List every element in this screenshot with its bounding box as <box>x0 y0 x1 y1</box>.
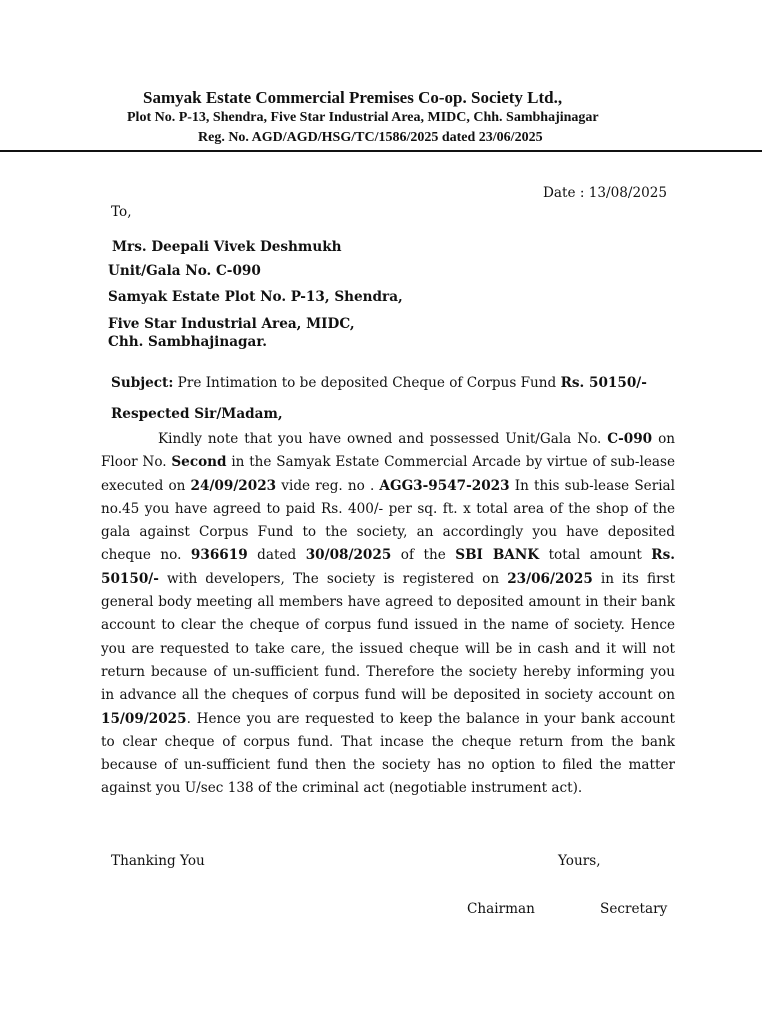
chairman-signatory: Chairman <box>467 901 535 917</box>
subject-amount: Rs. 50150/- <box>560 375 647 391</box>
body-text: in the Samyak Estate Commercial Arcade by virtue of sub-lease executed on <box>101 454 675 494</box>
letter-date: Date : 13/08/2025 <box>543 185 668 201</box>
body-text: In this sub-lease Serial no.45 you have agreed to paid Rs. 400/- per sq. ft. x total area of the shop of the gala against Corpus Fund to the society, an accordingly you have deposited cheque no. <box>101 477 675 564</box>
yours: Yours, <box>558 853 601 869</box>
letter-body <box>101 428 675 801</box>
body-cheque-number: 936619 <box>190 547 248 564</box>
subject-text: Pre Intimation to be deposited Cheque of Corpus Fund <box>173 375 561 391</box>
body-unit-number: C-090 <box>607 431 653 447</box>
thanking-you: Thanking You <box>111 853 205 869</box>
registration-number: Reg. No. AGD/AGD/HSG/TC/1586/2025 dated 23/06/2025 <box>198 130 543 145</box>
body-text: on Floor No. <box>101 431 676 471</box>
body-deposit-date: 15/09/2025 <box>101 710 187 727</box>
body-text: of the <box>391 547 456 564</box>
recipient-address-line-3: Chh. Sambhajinagar. <box>108 334 267 350</box>
society-address: Plot No. P-13, Shendra, Five Star Industrial Area, MIDC, Chh. Sambhajinagar <box>127 110 599 125</box>
body-text: total amount <box>539 547 652 564</box>
body-amount: Rs. 50150/- <box>101 547 675 587</box>
society-name: Samyak Estate Commercial Premises Co-op. Society Ltd., <box>143 88 563 107</box>
body-floor: Second <box>171 454 227 471</box>
body-cheque-date: 30/08/2025 <box>305 547 392 564</box>
body-lease-date: 24/09/2023 <box>190 477 277 494</box>
body-text: . Hence you are requested to keep the balance in your bank account to clear cheque of corpus fund. That incase the cheque return from the bank because of un-sufficient fund then the society has no option to filed the matter against you U/sec 138 of the criminal act (negotiable instrument act). <box>101 710 675 797</box>
recipient-unit: Unit/Gala No. C-090 <box>108 263 261 279</box>
subject-line <box>111 375 647 391</box>
body-registration-date: 23/06/2025 <box>507 570 593 587</box>
body-bank-name: SBI BANK <box>455 547 540 564</box>
recipient-address-line-2: Five Star Industrial Area, MIDC, <box>108 316 355 332</box>
salutation: Respected Sir/Madam, <box>111 406 283 422</box>
subject-label: Subject: <box>111 375 174 391</box>
body-text: Kindly note that you have owned and possessed Unit/Gala No. <box>158 431 608 447</box>
body-text: vide reg. no . <box>276 477 380 494</box>
header-divider <box>0 150 762 152</box>
body-text: with developers, The society is registered on <box>158 570 508 587</box>
body-text: dated <box>247 547 306 564</box>
recipient-address-line-1: Samyak Estate Plot No. P-13, Shendra, <box>108 289 403 305</box>
body-registration-number: AGG3-9547-2023 <box>379 477 510 494</box>
secretary-signatory: Secretary <box>600 901 668 917</box>
body-text: in its first general body meeting all members have agreed to deposited amount in their bank account to clear the cheque of corpus fund issued in the name of society. Hence you are requested to take care, the issued cheque will be in cash and it will not return because of un-sufficient fund. Therefore the society hereby informing you in advance all the cheques of corpus fund will be deposited in society account on <box>101 570 675 704</box>
recipient-name: Mrs. Deepali Vivek Deshmukh <box>112 239 342 255</box>
to-label: To, <box>111 204 132 220</box>
